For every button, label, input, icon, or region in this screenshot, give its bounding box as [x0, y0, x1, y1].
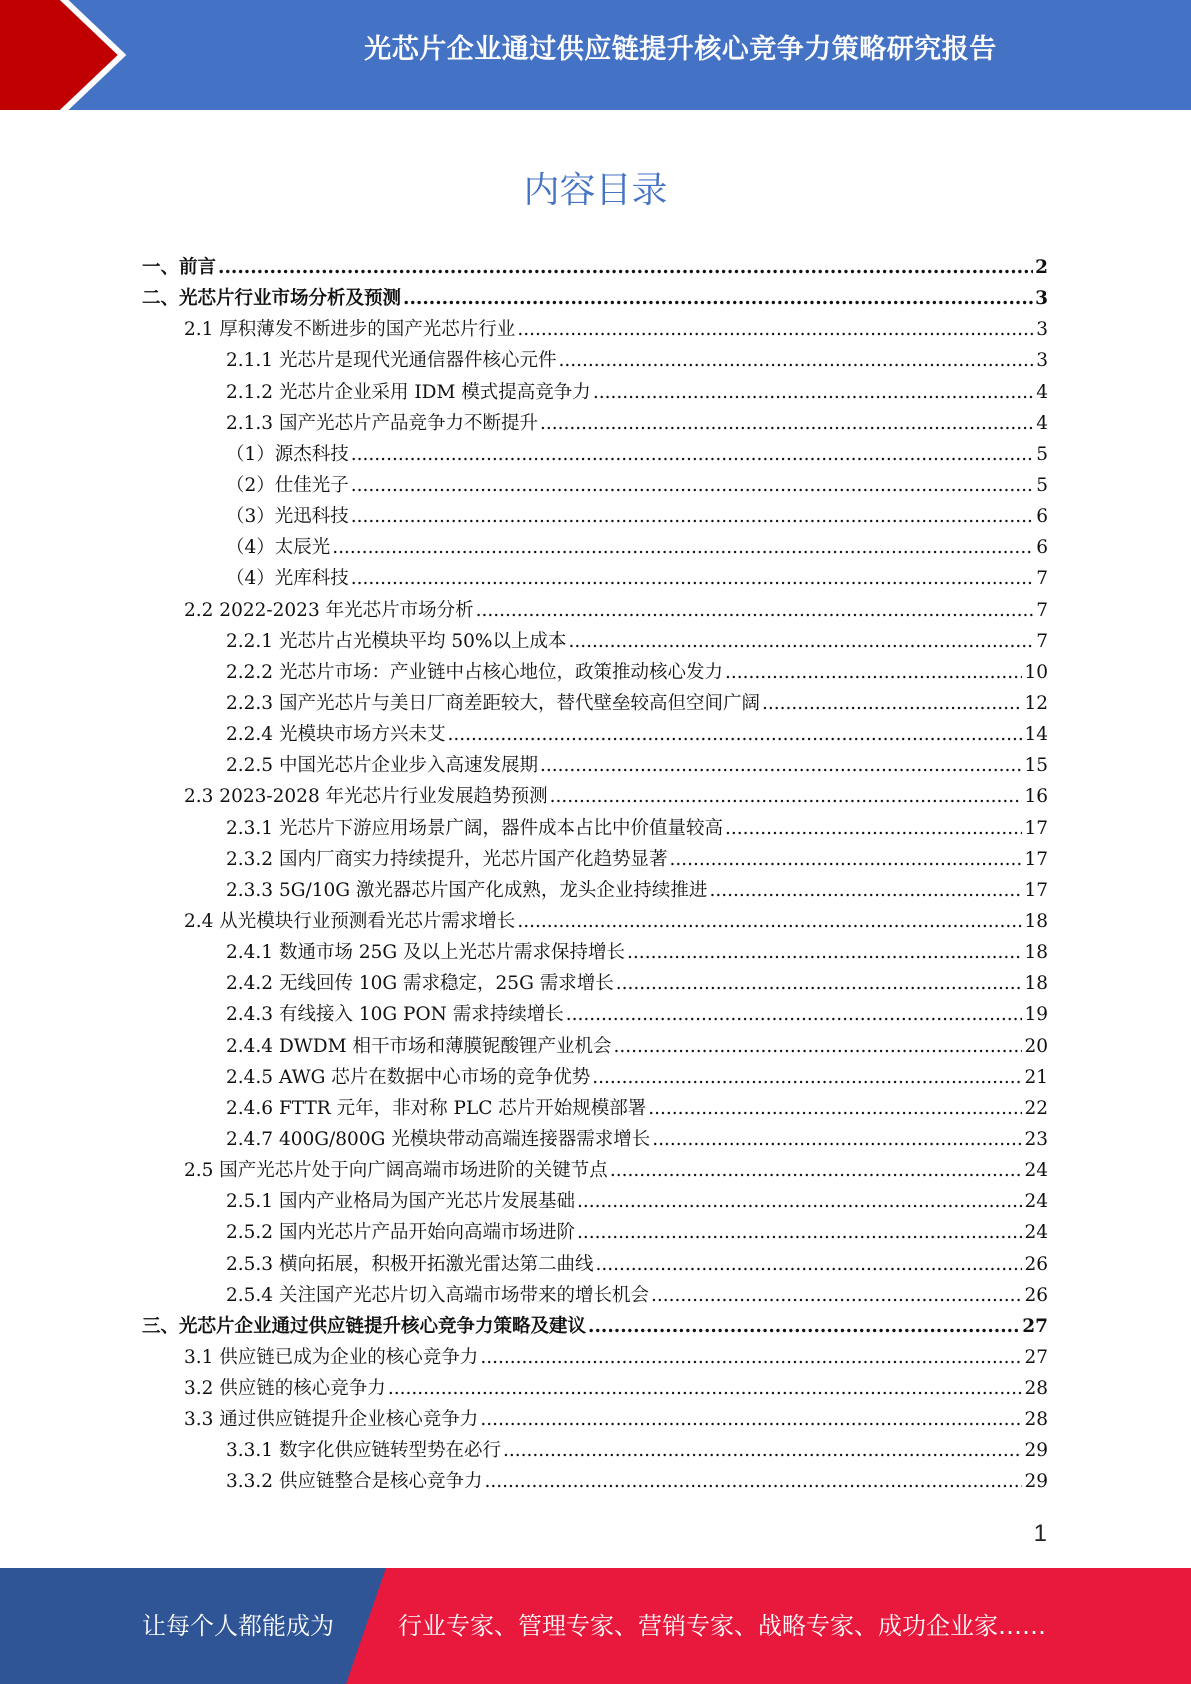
toc-entry-page: 7 [1036, 568, 1048, 590]
toc-leader-dots [577, 1222, 1022, 1243]
toc-entry[interactable] [142, 1374, 1048, 1405]
toc-entry[interactable] [142, 1281, 1048, 1312]
footer-slogan-right: 行业专家、管理专家、营销专家、战略专家、成功企业家…… [398, 1612, 1046, 1640]
toc-leader-dots [558, 350, 1034, 371]
toc-entry-title: 二、光芯片行业市场分析及预测 [142, 288, 402, 310]
toc-entry-title: 2.2.3 国产光芯片与美日厂商差距较大，替代壁垒较高但空间广阔 [226, 692, 760, 714]
toc-entry-page: 7 [1036, 599, 1048, 621]
toc-entry-title: 2.1 厚积薄发不断进步的国产光芯片行业 [184, 319, 516, 341]
toc-entry-page: 10 [1024, 661, 1048, 683]
toc-leader-dots [218, 257, 1033, 278]
toc-entry[interactable] [142, 814, 1048, 845]
toc-entry-title: 2.2 2022-2023 年光芯片市场分析 [184, 599, 474, 621]
toc-entry-page: 17 [1024, 879, 1048, 901]
toc-entry[interactable] [142, 1218, 1048, 1249]
toc-leader-dots [351, 475, 1034, 496]
toc-leader-dots [610, 1160, 1023, 1181]
toc-title: 内容目录 [523, 170, 668, 211]
toc-entry-title: 2.4.6 FTTR 元年，非对称 PLC 芯片开始规模部署 [226, 1097, 647, 1119]
toc-entry-page: 26 [1024, 1253, 1048, 1275]
toc-entry[interactable] [142, 1094, 1048, 1125]
toc-entry-title: 2.4.7 400G/800G 光模块带动高端连接器需求增长 [226, 1128, 651, 1150]
toc-entry-page: 19 [1024, 1004, 1048, 1026]
toc-leader-dots [447, 724, 1022, 745]
toc-entry[interactable] [142, 533, 1048, 564]
toc-leader-dots [484, 1471, 1022, 1492]
toc-leader-dots [588, 1316, 1020, 1337]
toc-entry[interactable] [142, 689, 1048, 720]
toc-entry-title: 2.5.2 国内光芯片产品开始向高端市场进阶 [226, 1222, 575, 1244]
toc-entry-page: 24 [1024, 1222, 1048, 1244]
toc-entry-title: 2.4.5 AWG 芯片在数据中心市场的竞争优势 [226, 1066, 591, 1088]
toc-entry-title: 2.5.1 国内产业格局为国产光芯片发展基础 [226, 1191, 575, 1213]
toc-entry-title: 2.5.4 关注国产光芯片切入高端市场带来的增长机会 [226, 1284, 649, 1306]
toc-entry-page: 22 [1024, 1097, 1048, 1119]
toc-entry[interactable] [142, 907, 1048, 938]
toc-leader-dots [540, 755, 1022, 776]
toc-entry-title: （2）仕佳光子 [226, 474, 349, 496]
toc-entry[interactable] [142, 1312, 1048, 1343]
toc-entry-page: 4 [1036, 381, 1048, 403]
toc-entry[interactable] [142, 315, 1048, 346]
toc-leader-dots [517, 319, 1034, 340]
toc-leader-dots [566, 1004, 1023, 1025]
toc-leader-dots [725, 662, 1022, 683]
toc-entry[interactable] [142, 253, 1048, 284]
toc-entry[interactable] [142, 1156, 1048, 1187]
toc-entry-title: 2.4 从光模块行业预测看光芯片需求增长 [184, 910, 516, 932]
toc-entry-page: 3 [1036, 350, 1048, 372]
toc-entry-page: 14 [1024, 724, 1048, 746]
toc-leader-dots [540, 413, 1034, 434]
toc-entry-title: 2.4.4 DWDM 相干市场和薄膜铌酸锂产业机会 [226, 1035, 612, 1057]
toc-entry-page: 4 [1036, 412, 1048, 434]
toc-leader-dots [725, 818, 1022, 839]
toc-leader-dots [480, 1409, 1022, 1430]
toc-leader-dots [403, 288, 1033, 309]
toc-entry-page: 18 [1024, 942, 1048, 964]
toc-entry[interactable] [142, 969, 1048, 1000]
toc-entry[interactable] [142, 409, 1048, 440]
toc-entry-title: 2.4.1 数通市场 25G 及以上光芯片需求保持增长 [226, 942, 626, 964]
toc-entry-page: 3 [1035, 288, 1048, 310]
toc-entry[interactable] [142, 346, 1048, 377]
toc-entry[interactable] [142, 502, 1048, 533]
toc-leader-dots [351, 506, 1034, 527]
toc-entry-title: 3.1 供应链已成为企业的核心竞争力 [184, 1346, 479, 1368]
toc-entry-page: 24 [1024, 1191, 1048, 1213]
toc-entry-page: 28 [1024, 1378, 1048, 1400]
toc-entry[interactable] [142, 845, 1048, 876]
footer-banner [0, 1568, 1191, 1684]
toc-entry[interactable] [142, 938, 1048, 969]
toc-entry-page: 3 [1036, 319, 1048, 341]
toc-entry-title: 3.3 通过供应链提升企业核心竞争力 [184, 1409, 479, 1431]
toc-leader-dots [613, 1036, 1022, 1057]
toc-entry-page: 5 [1036, 474, 1048, 496]
toc-entry[interactable] [142, 284, 1048, 315]
page-number: 1 [1033, 1520, 1047, 1547]
toc-entry-title: （3）光迅科技 [226, 506, 349, 528]
toc-entry-title: 一、前言 [142, 257, 217, 278]
toc-entry-page: 27 [1022, 1315, 1048, 1337]
toc-leader-dots [762, 693, 1022, 714]
toc-leader-dots [648, 1098, 1022, 1119]
toc-entry[interactable] [142, 1467, 1048, 1498]
toc-entry-title: 2.3.1 光芯片下游应用场景广阔，器件成本占比中价值量较高 [226, 817, 723, 839]
toc-entry-page: 24 [1024, 1160, 1048, 1182]
toc-entry[interactable] [142, 1343, 1048, 1374]
toc-entry[interactable] [142, 378, 1048, 409]
toc-entry[interactable] [142, 471, 1048, 502]
toc-entry-title: 2.5.3 横向拓展，积极开拓激光雷达第二曲线 [226, 1253, 594, 1275]
toc-leader-dots [480, 1347, 1022, 1368]
toc-entry[interactable] [142, 876, 1048, 907]
toc-entry-page: 29 [1024, 1440, 1048, 1462]
toc-entry[interactable] [142, 658, 1048, 689]
toc-leader-dots [517, 911, 1022, 932]
toc-entry[interactable] [142, 1063, 1048, 1094]
header-banner [0, 0, 1191, 110]
toc-entry-page: 12 [1024, 692, 1048, 714]
toc-entry[interactable] [142, 1436, 1048, 1467]
toc-entry-title: （4）太辰光 [226, 537, 331, 559]
toc-entry-title: 2.1.2 光芯片企业采用 IDM 模式提高竞争力 [226, 381, 591, 403]
toc-entry-page: 15 [1024, 755, 1048, 777]
toc-entry-page: 29 [1024, 1471, 1048, 1493]
toc-entry[interactable] [142, 1250, 1048, 1281]
toc-leader-dots [568, 631, 1034, 652]
toc-leader-dots [669, 849, 1022, 870]
toc-entry[interactable] [142, 1000, 1048, 1031]
toc-entry[interactable] [142, 1125, 1048, 1156]
toc-leader-dots [332, 537, 1034, 558]
toc-entry-title: 2.1.1 光芯片是现代光通信器件核心元件 [226, 350, 557, 372]
toc-leader-dots [351, 444, 1034, 465]
toc-entry-page: 17 [1024, 848, 1048, 870]
footer-slogan-left: 让每个人都能成为 [142, 1612, 334, 1640]
toc-entry-title: 2.2.4 光模块市场方兴未艾 [226, 724, 446, 746]
report-title: 光芯片企业通过供应链提升核心竞争力策略研究报告 [364, 34, 997, 65]
toc-entry-title: 2.4.2 无线回传 10G 需求稳定，25G 需求增长 [226, 973, 614, 995]
toc-entry-page: 2 [1035, 257, 1048, 278]
toc-entry-page: 16 [1024, 786, 1048, 808]
toc-entry[interactable] [142, 751, 1048, 782]
toc-entry[interactable] [142, 720, 1048, 751]
toc-entry-title: 2.4.3 有线接入 10G PON 需求持续增长 [226, 1004, 564, 1026]
toc-leader-dots [652, 1129, 1022, 1150]
toc-entry[interactable] [142, 627, 1048, 658]
toc-leader-dots [550, 786, 1023, 807]
toc-entry-page: 28 [1024, 1409, 1048, 1431]
toc-entry-title: （4）光库科技 [226, 568, 349, 590]
toc-entry-title: 2.1.3 国产光芯片产品竞争力不断提升 [226, 412, 538, 434]
toc-entry-title: 3.2 供应链的核心竞争力 [184, 1378, 386, 1400]
toc-entry-title: 3.3.2 供应链整合是核心竞争力 [226, 1471, 483, 1493]
toc-entry[interactable] [142, 440, 1048, 471]
toc-leader-dots [709, 880, 1022, 901]
toc-entry-page: 20 [1024, 1035, 1048, 1057]
toc-leader-dots [476, 600, 1035, 621]
toc-entry[interactable] [142, 1187, 1048, 1218]
toc-entry-title: 2.5 国产光芯片处于向广阔高端市场进阶的关键节点 [184, 1160, 608, 1182]
toc-leader-dots [651, 1285, 1022, 1306]
toc-leader-dots [595, 1254, 1022, 1275]
toc-entry-page: 21 [1024, 1066, 1048, 1088]
toc-entry-title: 2.2.1 光芯片占光模块平均 50%以上成本 [226, 630, 567, 652]
toc-entry-page: 17 [1024, 817, 1048, 839]
toc-entry-page: 27 [1024, 1346, 1048, 1368]
toc-entry-page: 23 [1024, 1128, 1048, 1150]
toc-leader-dots [616, 973, 1023, 994]
toc-entry[interactable] [142, 782, 1048, 813]
toc-entry-page: 6 [1036, 506, 1048, 528]
toc-entry-title: 2.3.3 5G/10G 激光器芯片国产化成熟，龙头企业持续推进 [226, 879, 708, 901]
toc-entry[interactable] [142, 564, 1048, 595]
toc-leader-dots [351, 568, 1034, 589]
toc-entry-page: 7 [1036, 630, 1048, 652]
table-of-contents [142, 253, 1048, 1499]
toc-entry-title: （1）源杰科技 [226, 443, 349, 465]
toc-entry-title: 3.3.1 数字化供应链转型势在必行 [226, 1440, 501, 1462]
toc-entry-page: 18 [1024, 973, 1048, 995]
toc-entry-title: 三、光芯片企业通过供应链提升核心竞争力策略及建议 [142, 1315, 587, 1337]
toc-leader-dots [577, 1191, 1022, 1212]
toc-leader-dots [593, 382, 1034, 403]
toc-entry-title: 2.3 2023-2028 年光芯片行业发展趋势预测 [184, 786, 548, 808]
toc-leader-dots [627, 942, 1022, 963]
toc-entry-page: 5 [1036, 443, 1048, 465]
toc-entry[interactable] [142, 1405, 1048, 1436]
toc-entry-title: 2.3.2 国内厂商实力持续提升，光芯片国产化趋势显著 [226, 848, 668, 870]
toc-entry-page: 26 [1024, 1284, 1048, 1306]
toc-entry-page: 6 [1036, 537, 1048, 559]
toc-leader-dots [592, 1067, 1022, 1088]
toc-leader-dots [388, 1378, 1023, 1399]
toc-leader-dots [503, 1440, 1022, 1461]
toc-entry[interactable] [142, 596, 1048, 627]
toc-entry-page: 18 [1024, 910, 1048, 932]
toc-entry-title: 2.2.5 中国光芯片企业步入高速发展期 [226, 755, 538, 777]
header-arrow-decoration [0, 0, 150, 110]
toc-entry-title: 2.2.2 光芯片市场：产业链中占核心地位，政策推动核心发力 [226, 661, 723, 683]
toc-entry[interactable] [142, 1032, 1048, 1063]
